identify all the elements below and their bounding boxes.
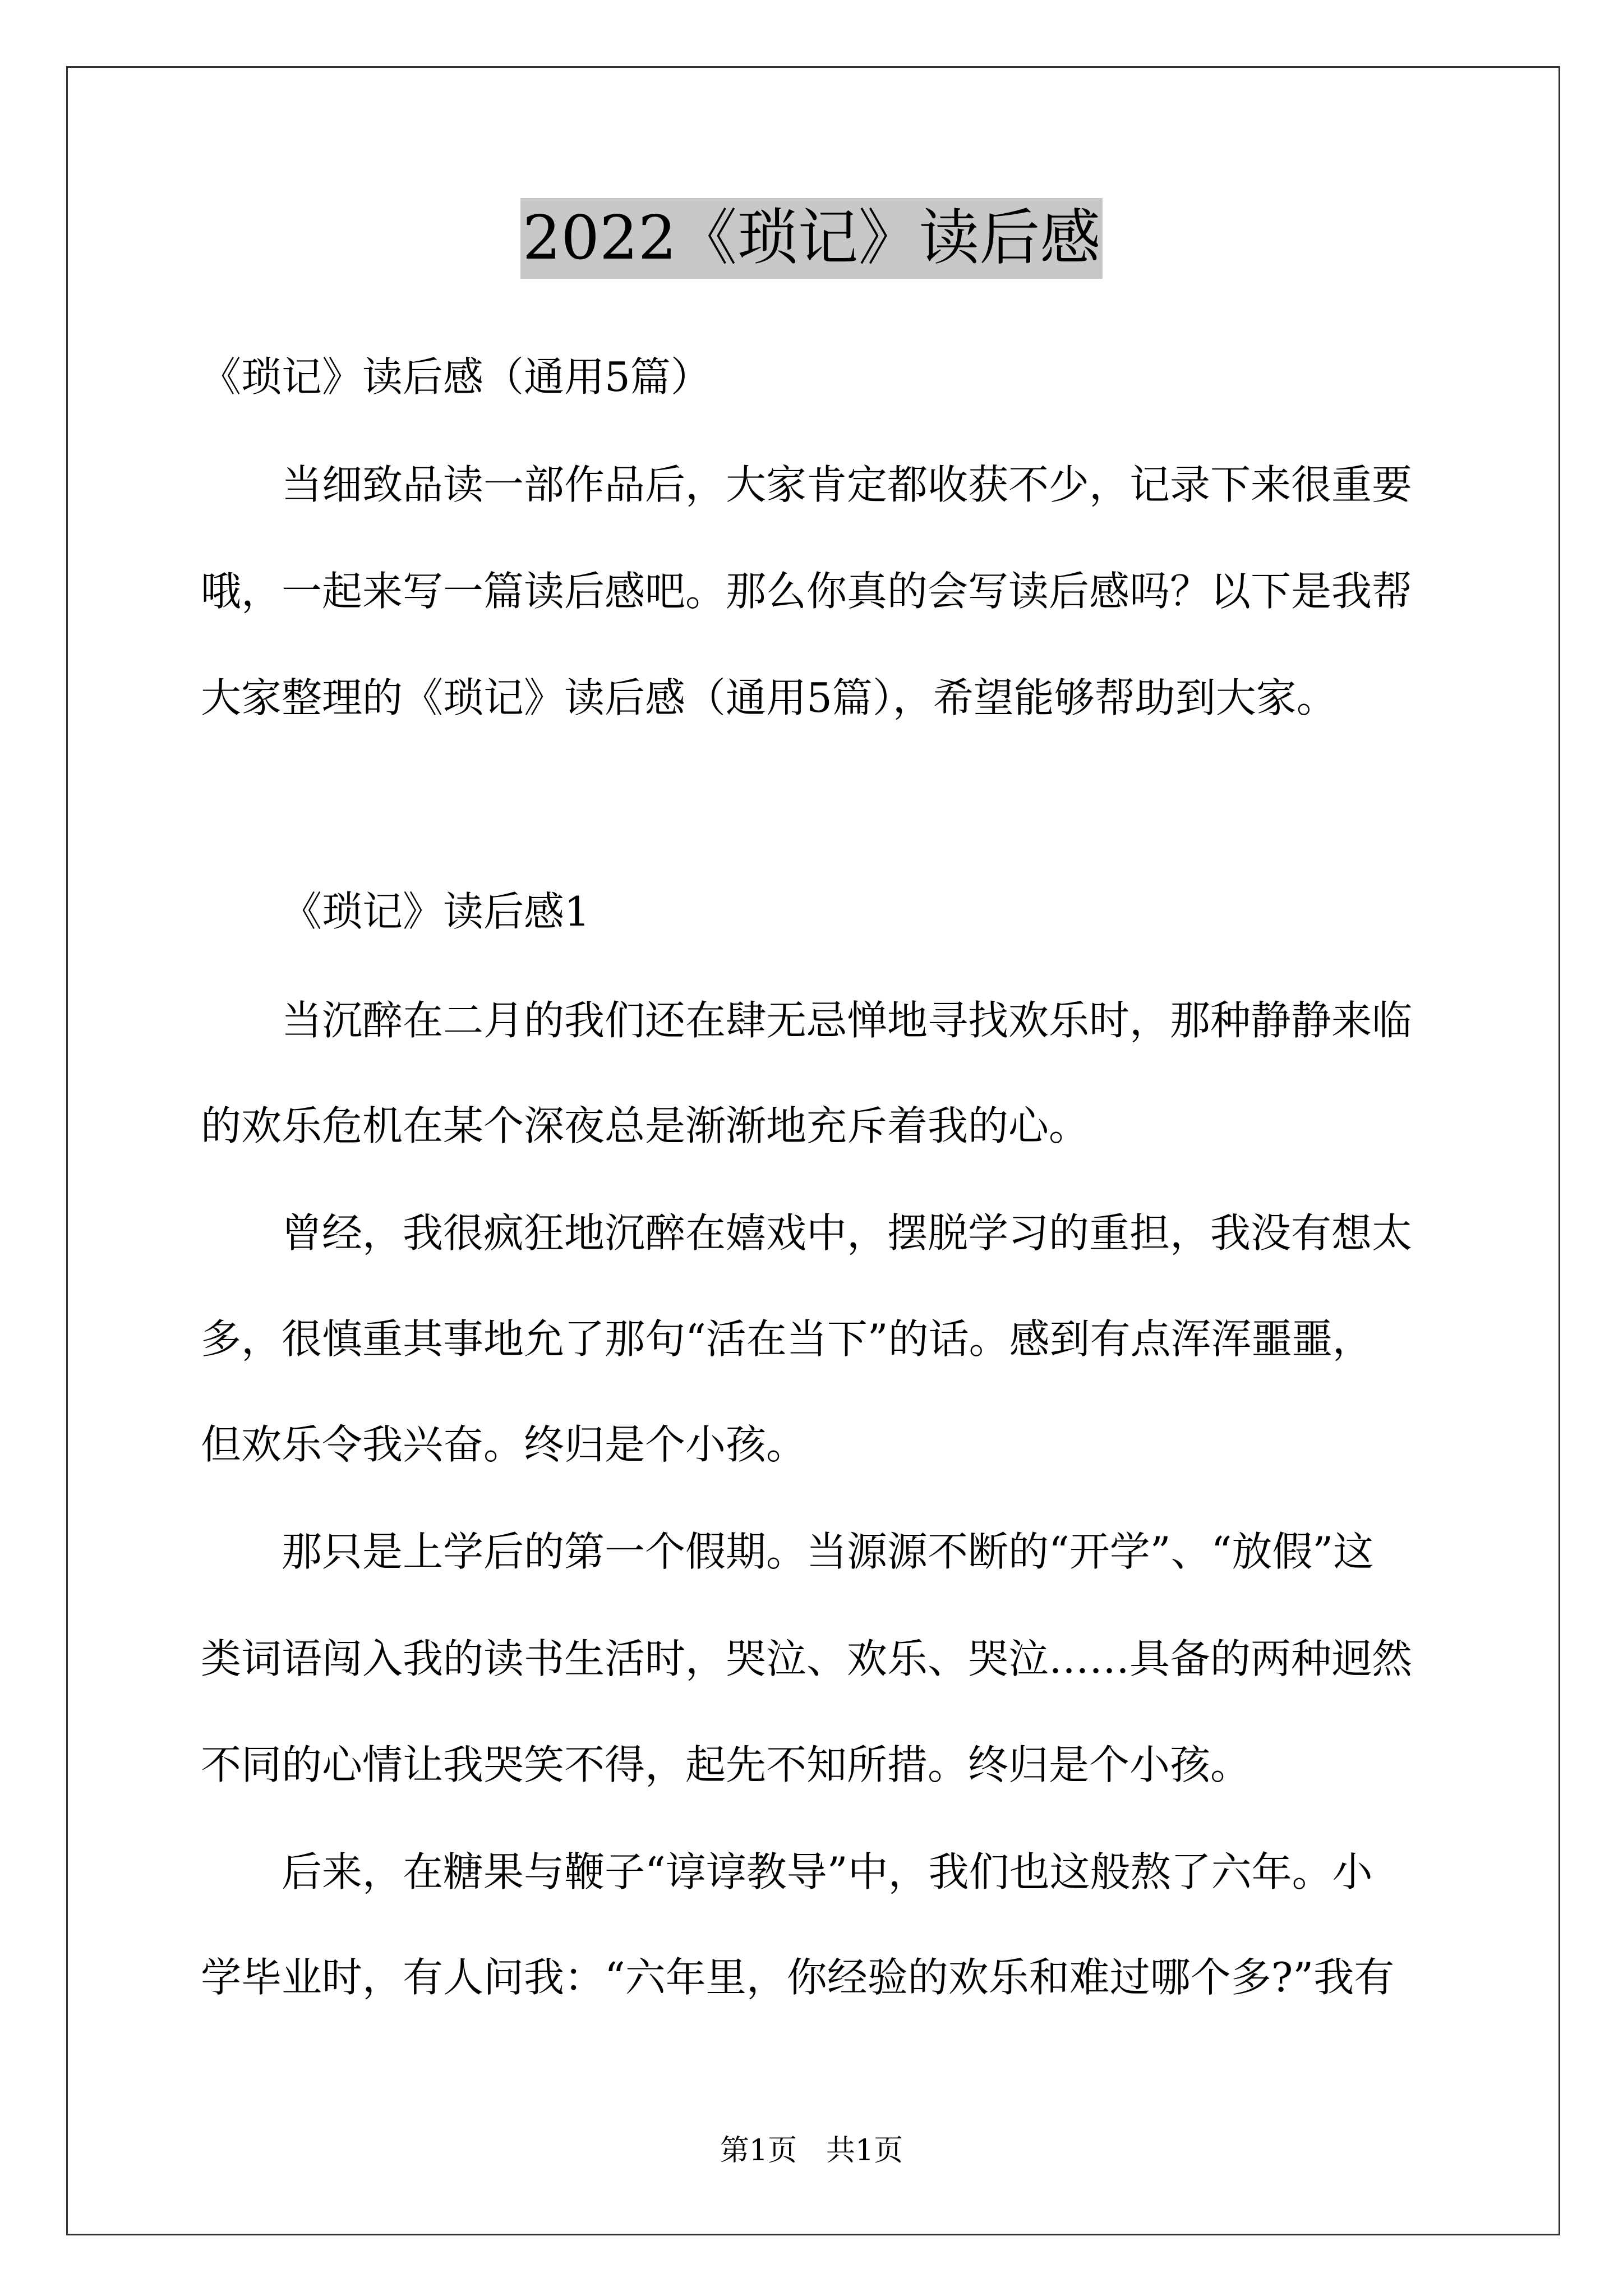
paragraph-line: 多，很慎重其事地允了那句“活在当下”的话。感到有点浑浑噩噩， bbox=[201, 1315, 1373, 1363]
title-container bbox=[0, 198, 1623, 279]
paragraph-line: 当沉醉在二月的我们还在肆无忌惮地寻找欢乐时，那种静静来临 bbox=[282, 997, 1413, 1044]
paragraph-line: 但欢乐令我兴奋。终归是个小孩。 bbox=[201, 1421, 807, 1468]
paragraph-line: 类词语闯入我的读书生活时，哭泣、欢乐、哭泣……具备的两种迥然 bbox=[201, 1635, 1413, 1682]
document-title: 2022《琐记》读后感 bbox=[520, 198, 1103, 279]
section-heading: 《琐记》读后感1 bbox=[282, 888, 590, 935]
paragraph-line: 那只是上学后的第一个假期。当源源不断的“开学”、“放假”这 bbox=[282, 1528, 1374, 1575]
paragraph-line: 曾经，我很疯狂地沉醉在嬉戏中，摆脱学习的重担，我没有想太 bbox=[282, 1209, 1413, 1257]
intro-line: 哦，一起来写一篇读后感吧。那么你真的会写读后感吗？以下是我帮 bbox=[201, 568, 1413, 615]
intro-line: 当细致品读一部作品后，大家肯定都收获不少，记录下来很重要 bbox=[282, 461, 1413, 508]
paragraph-line: 学毕业时，有人问我：“六年里，你经验的欢乐和难过哪个多?”我有 bbox=[201, 1954, 1395, 2001]
paragraph-line: 的欢乐危机在某个深夜总是渐渐地充斥着我的心。 bbox=[201, 1102, 1090, 1149]
paragraph-line: 后来，在糖果与鞭子“谆谆教导”中，我们也这般熬了六年。小 bbox=[282, 1848, 1373, 1895]
intro-line: 大家整理的《琐记》读后感（通用5篇），希望能够帮助到大家。 bbox=[201, 674, 1337, 721]
page-footer: 第1页 共1页 bbox=[720, 2134, 903, 2168]
document-subtitle: 《琐记》读后感（通用5篇） bbox=[201, 353, 711, 401]
paragraph-line: 不同的心情让我哭笑不得，起先不知所措。终归是个小孩。 bbox=[201, 1741, 1251, 1788]
